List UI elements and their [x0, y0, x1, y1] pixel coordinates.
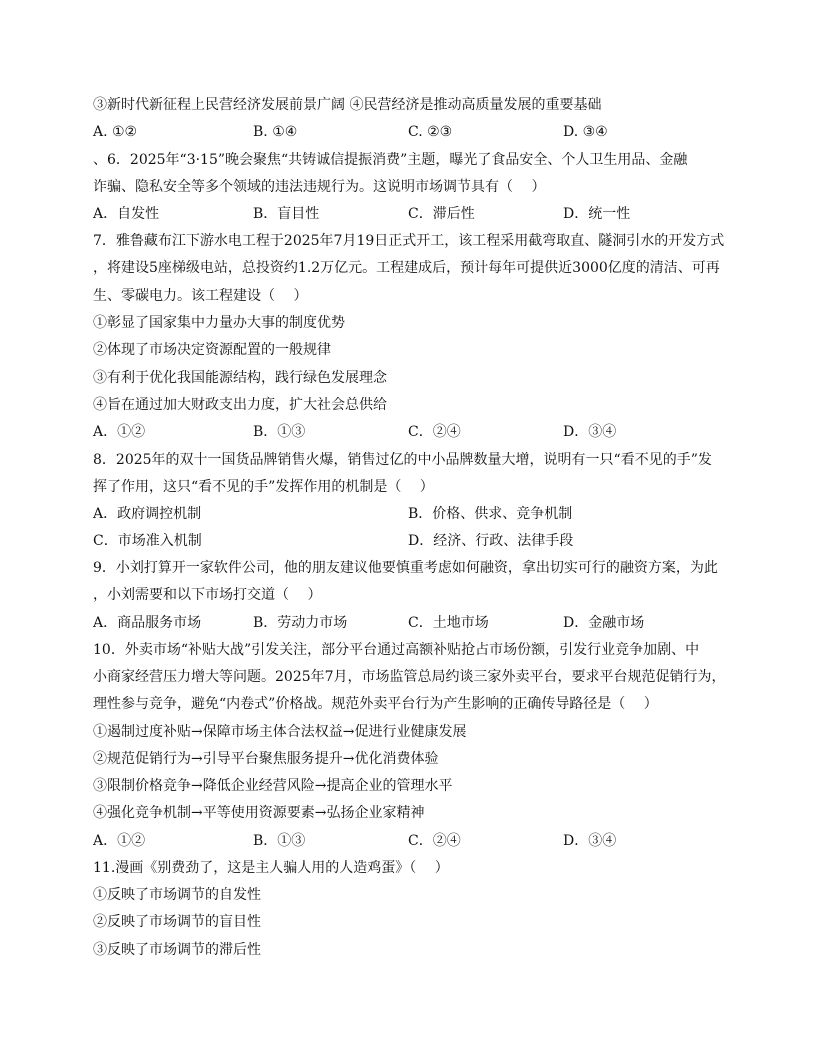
question-10-statement: ④强化竞争机制→平等使用资源要素→弘扬企业家精神: [93, 805, 425, 821]
question-10-options: [93, 832, 733, 850]
question-11-stem: 11.漫画《别费劲了，这是主人骗人用的人造鸡蛋》（ ）: [93, 860, 449, 876]
question-7-statement: ①彰显了国家集中力量办大事的制度优势: [93, 315, 345, 331]
option-a: A．商品服务市场: [93, 615, 202, 631]
option-b: B. ①④: [253, 124, 298, 140]
question-6-stem: 、6．2025年“3·15”晚会聚焦“共铸诚信提振消费”主题，曝光了食品安全、个人卫生用品、金融: [93, 152, 688, 168]
question-8-stem-cont: 挥了作用，这只“看不见的手”发挥作用的机制是（ ）: [93, 479, 434, 495]
option-d: D．③④: [563, 424, 617, 440]
question-10-stem-cont: 小商家经营压力增大等问题。2025年7月，市场监管总局约谈三家外卖平台，要求平台规范促销行为，: [93, 669, 726, 685]
option-d: D．③④: [563, 833, 617, 849]
question-7-statement: ③有利于优化我国能源结构，践行绿色发展理念: [93, 370, 387, 386]
question-8-stem: 8．2025年的双十一国货品牌销售火爆，销售过亿的中小品牌数量大增，说明有一只“看不见的手”发: [93, 452, 712, 468]
question-8-options-row-2: [93, 532, 733, 550]
option-d: D．经济、行政、法律手段: [408, 533, 574, 549]
option-b: B．价格、供求、竞争机制: [408, 506, 573, 522]
question-7-stem-cont: 生、零碳电力。该工程建设（ ）: [93, 288, 308, 304]
question-10-stem-cont: 理性参与竞争，避免“内卷式”价格战。规范外卖平台行为产生影响的正确传导路径是（ ）: [93, 696, 658, 712]
question-7-stem: 7．雅鲁藏布江下游水电工程于2025年7月19日正式开工，该工程采用截弯取直、隧洞引水的开发方式: [93, 233, 725, 249]
question-11-statement: ③反映了市场调节的滞后性: [93, 942, 261, 958]
question-7-stem-cont: ，将建设5座梯级电站，总投资约1.2万亿元。工程建成后，预计每年可提供近3000亿度的清洁、可再: [93, 260, 720, 276]
option-d: D．金融市场: [563, 615, 645, 631]
question-7-statement: ④旨在通过加大财政支出力度，扩大社会总供给: [93, 397, 387, 413]
option-a: A．政府调控机制: [93, 506, 202, 522]
question-10-statement: ③限制价格竞争→降低企业经营风险→提高企业的管理水平: [93, 778, 453, 794]
option-b: B．①③: [253, 424, 306, 440]
option-c: C．②④: [408, 424, 461, 440]
question-9-options: [93, 614, 733, 632]
question-10-stem: 10．外卖市场“补贴大战”引发关注，部分平台通过高额补贴抢占市场份额，引发行业竞争加剧、中: [93, 642, 700, 658]
question-11-statement: ②反映了市场调节的盲目性: [93, 914, 261, 930]
question-11-statement: ①反映了市场调节的自发性: [93, 887, 261, 903]
question-6-options: [93, 205, 733, 223]
question-8-options-row-1: [93, 505, 733, 523]
option-c: C．滞后性: [408, 206, 475, 222]
question-10-statement: ②规范促销行为→引导平台聚焦服务提升→优化消费体验: [93, 751, 439, 767]
option-d: D．统一性: [563, 206, 631, 222]
option-b: B．盲目性: [253, 206, 320, 222]
question-7-statement: ②体现了市场决定资源配置的一般规律: [93, 342, 331, 358]
question-10-statement: ①遏制过度补贴→保障市场主体合法权益→促进行业健康发展: [93, 724, 467, 740]
option-a: A．①②: [93, 833, 146, 849]
question-5-options: [93, 123, 733, 141]
option-b: B．①③: [253, 833, 306, 849]
question-7-options: [93, 423, 733, 441]
option-b: B．劳动力市场: [253, 615, 348, 631]
question-6-stem-cont: 诈骗、隐私安全等多个领域的违法违规行为。这说明市场调节具有（ ）: [93, 179, 546, 195]
option-c: C．②④: [408, 833, 461, 849]
option-c: C．土地市场: [408, 615, 489, 631]
option-a: A．①②: [93, 424, 146, 440]
question-9-stem: 9．小刘打算开一家软件公司，他的朋友建议他要慎重考虑如何融资，拿出切实可行的融资方案，为此: [93, 560, 718, 576]
option-c: C．市场准入机制: [93, 533, 202, 549]
option-a: A．自发性: [93, 206, 160, 222]
option-c: C. ②③: [408, 124, 453, 140]
question-9-stem-cont: ，小刘需要和以下市场打交道（ ）: [93, 587, 322, 603]
option-a: A. ①②: [93, 124, 138, 140]
option-d: D. ③④: [563, 124, 608, 140]
question-5-statement-line: ③新时代新征程上民营经济发展前景广阔 ④民营经济是推动高质量发展的重要基础: [93, 97, 602, 113]
